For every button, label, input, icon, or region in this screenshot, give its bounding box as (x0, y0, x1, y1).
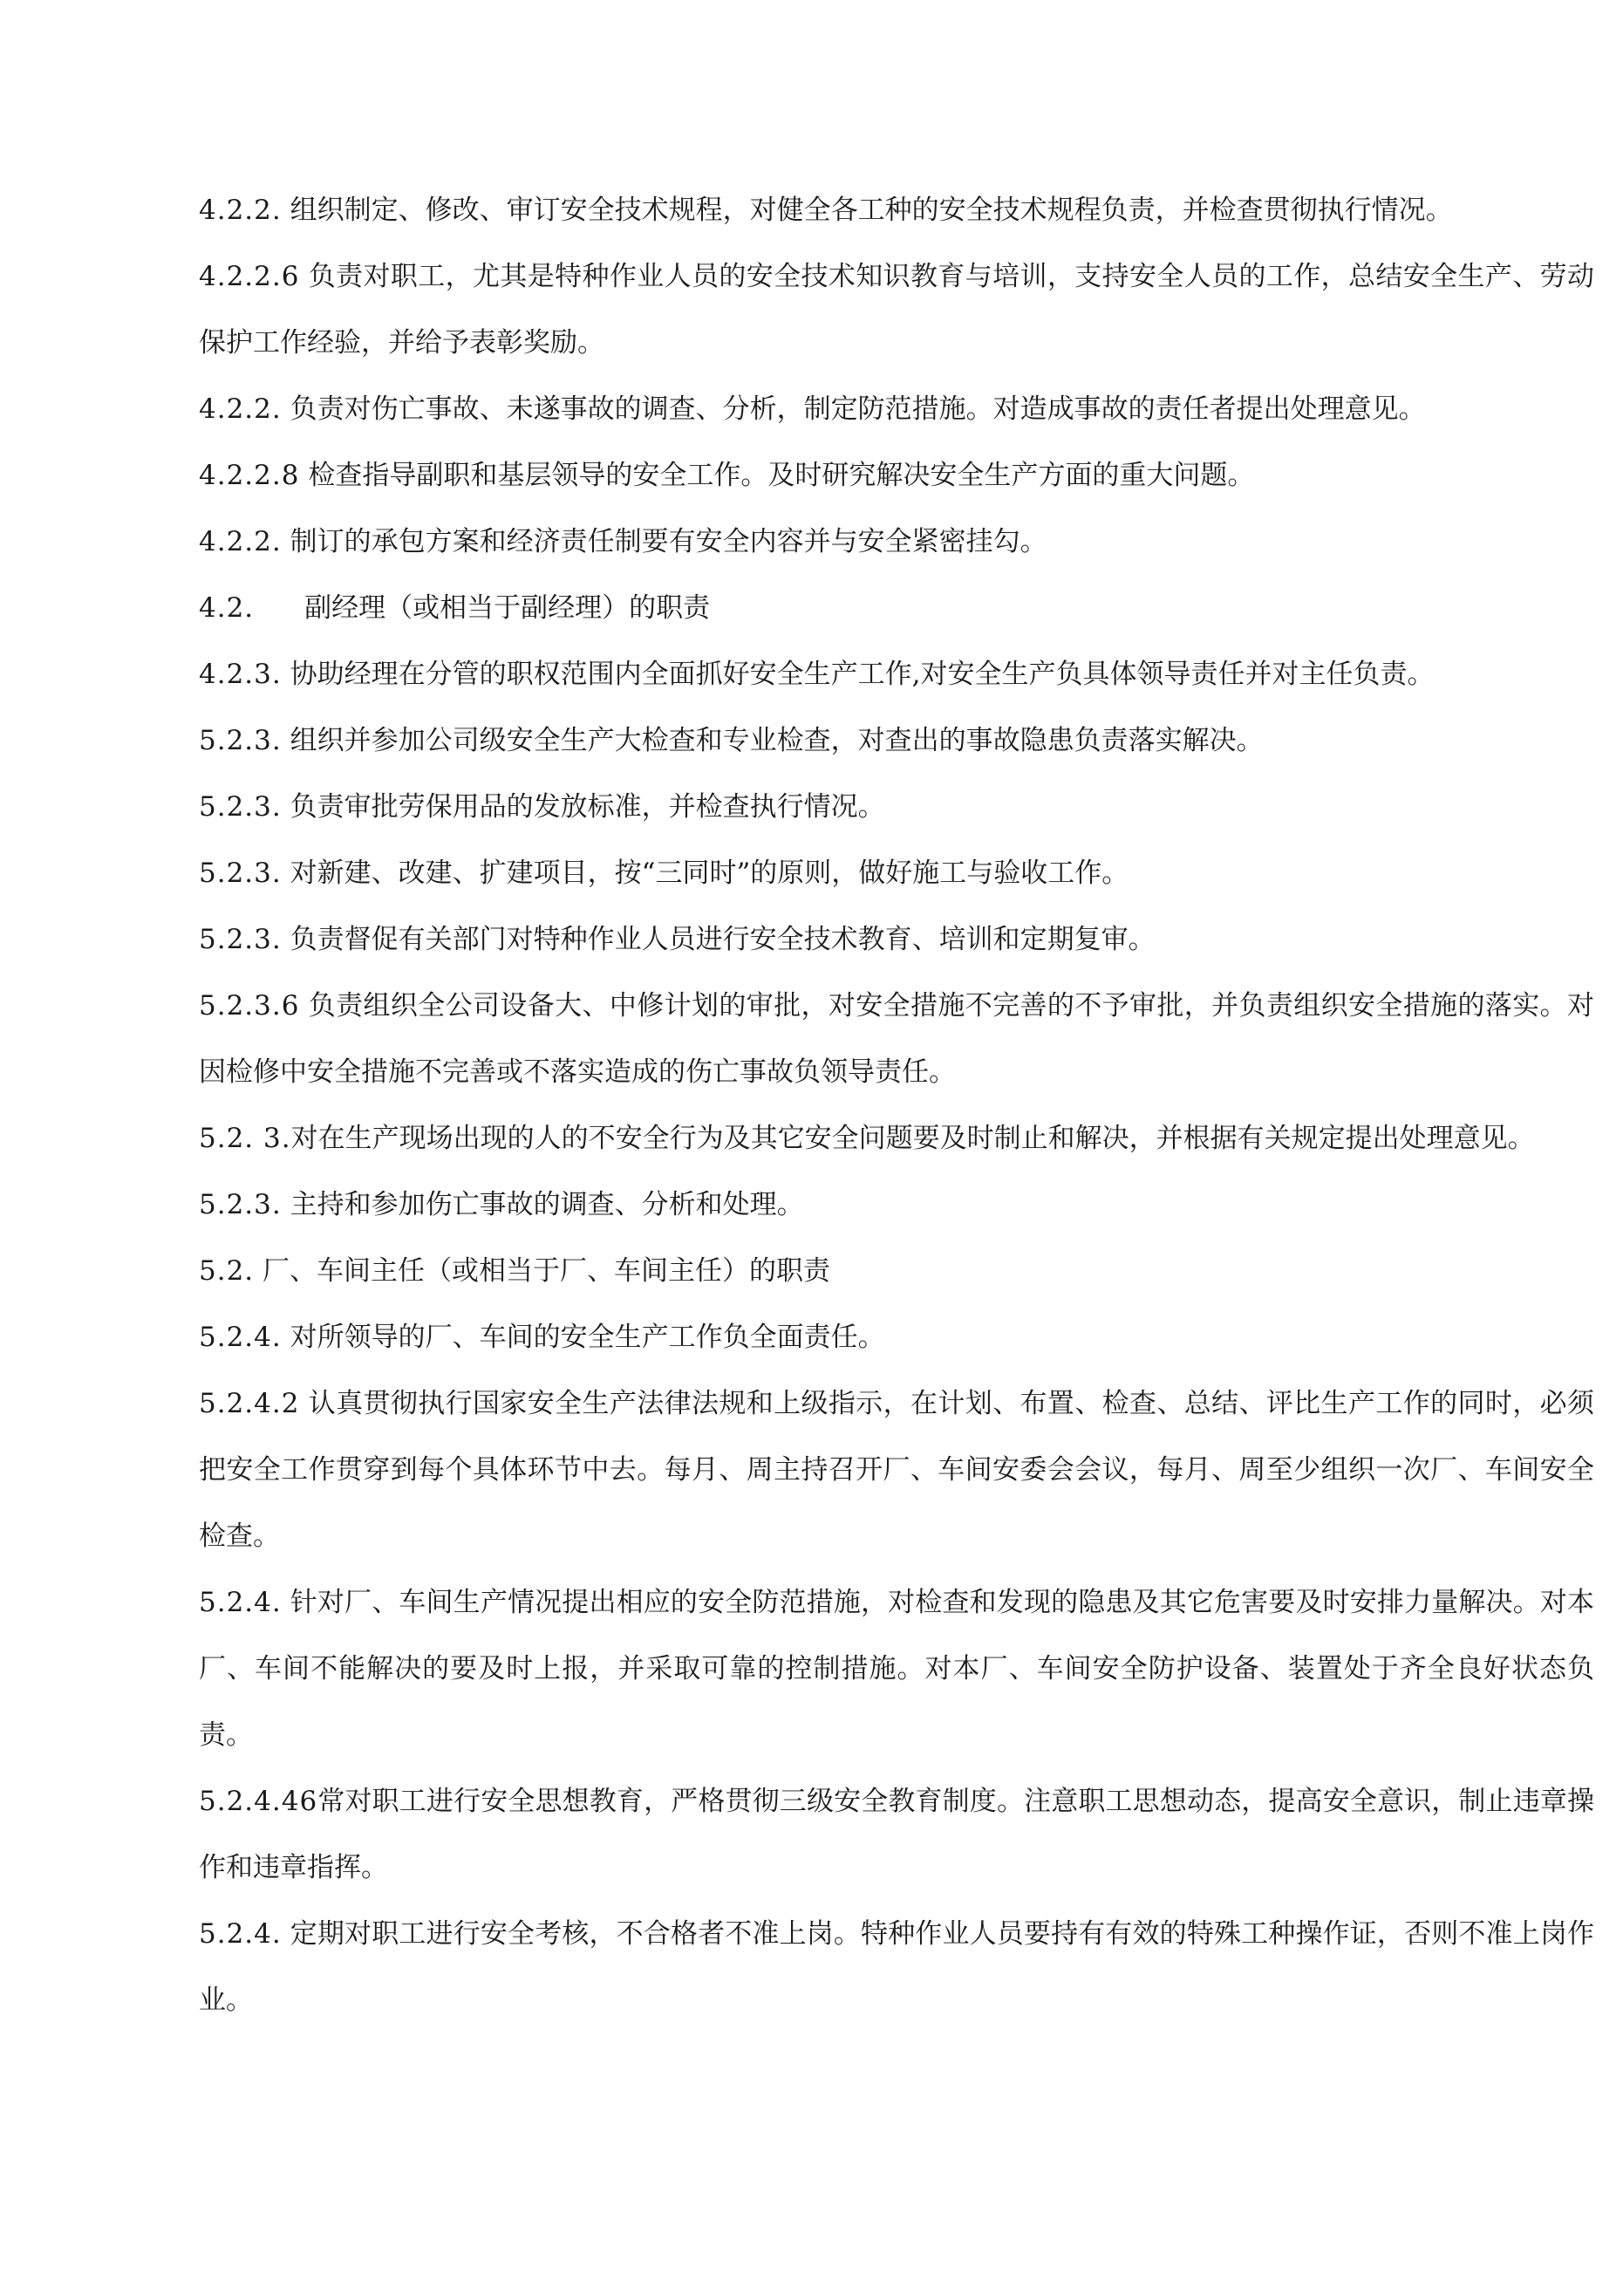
document-body (199, 177, 1594, 2033)
clause-number: 5.2.4. (199, 1322, 282, 1353)
paragraph (199, 1901, 1594, 2033)
clause-number: 4.2.2. (199, 195, 282, 226)
paragraph (199, 1172, 1594, 1238)
clause-number: 5.2. (199, 1255, 255, 1287)
paragraph (199, 973, 1594, 1105)
paragraph (199, 774, 1594, 840)
paragraph (199, 509, 1594, 575)
paragraph (199, 840, 1594, 906)
clause-text: 组织制定、修改、审订安全技术规程，对健全各工种的安全技术规程负责，并检查贯彻执行情况。 (290, 195, 1453, 226)
paragraph (199, 1304, 1594, 1370)
clause-text: 负责组织全公司设备大、中修计划的审批，对安全措施不完善的不予审批，并负责组织安全措施的落实。对因检修中安全措施不完善或不落实造成的伤亡事故负领导责任。 (199, 990, 1594, 1088)
paragraph (199, 243, 1594, 376)
clause-text: 认真贯彻执行国家安全生产法律法规和上级指示，在计划、布置、检查、总结、评比生产工作的同时，必须把安全工作贯穿到每个具体环节中去。每月、周主持召开厂、车间安委会会议，每月、周至少组织一次厂、车间安全检查。 (199, 1388, 1594, 1552)
clause-number: 4.2.2. (199, 526, 282, 557)
clause-text: 协助经理在分管的职权范围内全面抓好安全生产工作,对安全生产负具体领导责任并对主任负责。 (290, 659, 1435, 690)
clause-number: 5.2.3. (199, 1189, 282, 1220)
clause-text: 常对职工进行安全思想教育，严格贯彻三级安全教育制度。注意职工思想动态，提高安全意识，制止违章操作和违章指挥。 (199, 1786, 1594, 1883)
paragraph (199, 1105, 1594, 1172)
clause-text: 负责督促有关部门对特种作业人员进行安全技术教育、培训和定期复审。 (290, 924, 1156, 955)
clause-number: 4.2. (199, 592, 255, 624)
clause-number: 4.2.2. (199, 393, 282, 425)
clause-number: 5.2. 3. (199, 1123, 291, 1154)
paragraph (199, 376, 1594, 442)
clause-number: 4.2.2.6 (199, 261, 300, 292)
section-heading (199, 575, 1594, 641)
paragraph (199, 906, 1594, 973)
clause-text: 副经理（或相当于副经理）的职责 (304, 592, 711, 624)
clause-number: 5.2.4.2 (199, 1388, 300, 1419)
clause-text: 主持和参加伤亡事故的调查、分析和处理。 (290, 1189, 804, 1220)
clause-number: 5.2.3. (199, 924, 282, 955)
paragraph (199, 1569, 1594, 1768)
paragraph (199, 1370, 1594, 1569)
clause-text: 负责对职工，尤其是特种作业人员的安全技术知识教育与培训，支持安全人员的工作，总结安全生产、劳动保护工作经验，并给予表彰奖励。 (199, 261, 1594, 359)
paragraph (199, 707, 1594, 774)
clause-number: 5.2.4. (199, 1587, 282, 1618)
clause-number: 4.2.2.8 (199, 460, 300, 491)
paragraph (199, 442, 1594, 509)
clause-text: 组织并参加公司级安全生产大检查和专业检查，对查出的事故隐患负责落实解决。 (290, 725, 1264, 756)
section-heading (199, 1238, 1594, 1304)
clause-number: 5.2.3.6 (199, 990, 300, 1022)
clause-number: 5.2.3. (199, 725, 282, 756)
clause-text: 定期对职工进行安全考核，不合格者不准上岗。特种作业人员要持有有效的特殊工种操作证，否则不准上岗作业。 (199, 1918, 1594, 2016)
clause-text: 负责审批劳保用品的发放标准，并检查执行情况。 (290, 791, 885, 823)
clause-text: 对所领导的厂、车间的安全生产工作负全面责任。 (290, 1322, 885, 1353)
clause-text: 负责对伤亡事故、未遂事故的调查、分析，制定防范措施。对造成事故的责任者提出处理意见。 (290, 393, 1426, 425)
clause-text: 制订的承包方案和经济责任制要有安全内容并与安全紧密挂勾。 (290, 526, 1047, 557)
paragraph (199, 177, 1594, 243)
paragraph (199, 641, 1594, 707)
clause-text: 检查指导副职和基层领导的安全工作。及时研究解决安全生产方面的重大问题。 (308, 460, 1255, 491)
paragraph (199, 1768, 1594, 1901)
clause-number: 5.2.3. (199, 858, 282, 889)
clause-text: 对新建、改建、扩建项目，按“三同时”的原则，做好施工与验收工作。 (290, 858, 1129, 889)
clause-text: 厂、车间主任（或相当于厂、车间主任）的职责 (263, 1255, 831, 1287)
clause-number: 5.2.3. (199, 791, 282, 823)
clause-number: 5.2.4. (199, 1918, 282, 1950)
clause-text: 对在生产现场出现的人的不安全行为及其它安全问题要及时制止和解决，并根据有关规定提出处理意见。 (290, 1123, 1535, 1154)
clause-text: 针对厂、车间生产情况提出相应的安全防范措施，对检查和发现的隐患及其它危害要及时安排力量解决。对本厂、车间不能解决的要及时上报，并采取可靠的控制措施。对本厂、车间安全防护设备、装置处于齐全良好状态负责。 (199, 1587, 1594, 1751)
clause-number: 4.2.3. (199, 659, 282, 690)
clause-number: 5.2.4.46 (199, 1786, 318, 1817)
